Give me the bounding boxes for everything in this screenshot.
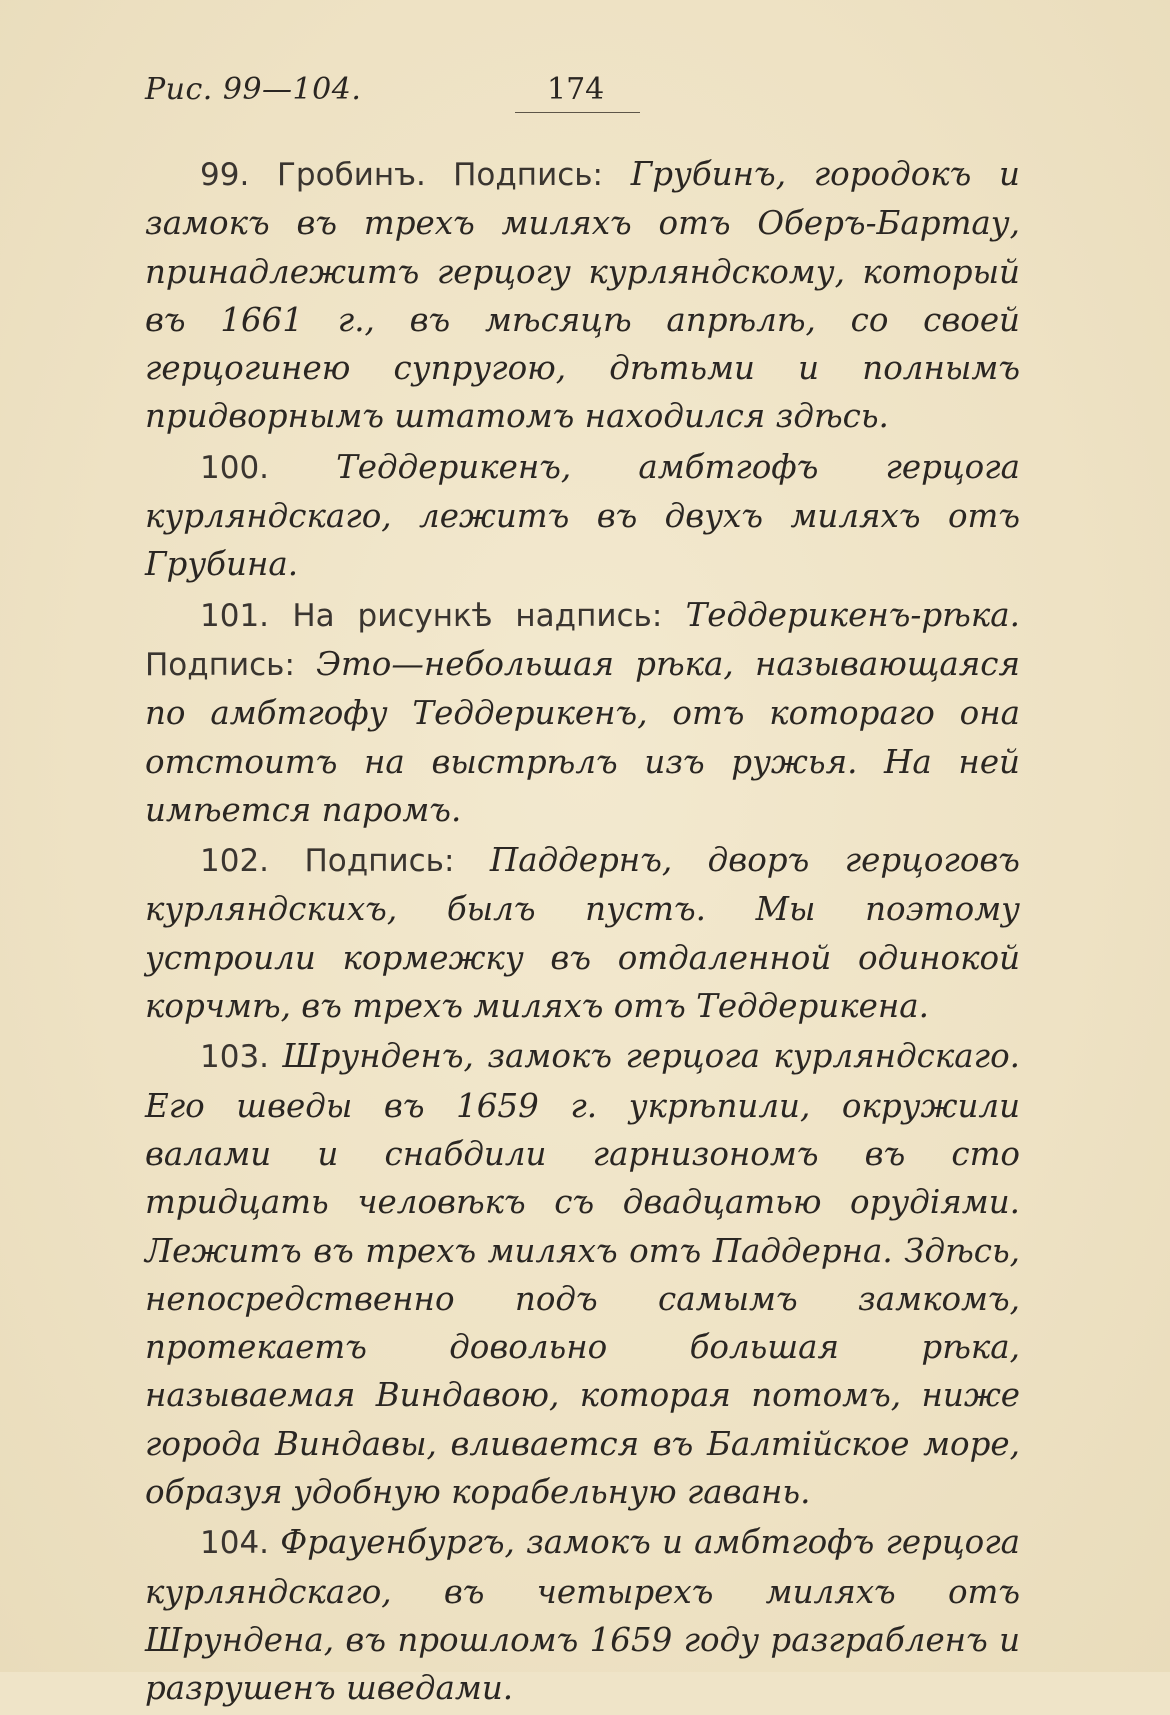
entry-100: [145, 443, 1020, 589]
entry-label: Гробинъ. Подпись:: [277, 157, 603, 193]
entry-101: [145, 591, 1020, 834]
entry-caption: Фрауенбургъ, замокъ и амбтгофъ герцога курляндскаго, въ четырехъ миляхъ отъ Шрундена, въ прошломъ 1659 году разграбленъ и разрушенъ шведами.: [145, 1523, 1020, 1708]
entry-number: 100.: [200, 449, 270, 486]
entry-number: 102.: [200, 843, 270, 880]
entry-number: 99.: [200, 157, 250, 193]
entry-label: Подпись:: [304, 843, 455, 880]
entry-caption: Шрунденъ, замокъ герцога курляндскаго. Его шведы въ 1659 г. укрѣпили, окружили валами и снабдили гарнизономъ въ сто тридцать человѣкъ съ двадцатью орудіями. Лежитъ въ трехъ миляхъ отъ Паддерна. Здѣсь, непосредственно подъ самымъ замкомъ, протекаетъ довольно большая рѣка, называемая Виндавою, которая потомъ, ниже города Виндавы, вливается въ Балтійское море, образуя удобную корабельную гавань.: [145, 1037, 1020, 1512]
entry-caption: Грубинъ, городокъ и замокъ въ трехъ миляхъ отъ Оберъ-Бартау, принадлежитъ герцогу курляндскому, который въ 1661 г., въ мѣсяцѣ апрѣлѣ, со своей герцогинею супругою, дѣтьми и полнымъ придворнымъ штатомъ находился здѣсь.: [145, 155, 1020, 436]
entry-caption: Теддерикенъ, амбтгофъ герцога курляндскаго, лежитъ въ двухъ миляхъ отъ Грубина.: [145, 447, 1020, 584]
entry-number: 103.: [200, 1039, 270, 1076]
entry-number: 104.: [200, 1525, 270, 1562]
entry-number: 101.: [200, 597, 270, 634]
running-head: [145, 64, 1020, 108]
header-rule: [515, 112, 640, 113]
page-number: 174: [547, 72, 605, 107]
entry-caption: Это—небольшая рѣка, называющаяся по амбтгофу Теддерикенъ, отъ котораго она отстоитъ на выстрѣлъ изъ ружья. На ней имѣется паромъ.: [145, 644, 1020, 829]
figure-range: Рис. 99—104.: [145, 72, 362, 107]
entry-102: [145, 836, 1020, 1030]
entry-103: [145, 1032, 1020, 1516]
entry-caption: Паддернъ, дворъ герцоговъ курляндскихъ, былъ пустъ. Мы поэтому устроили кормежку въ отдаленной одинокой корчмѣ, въ трехъ миляхъ отъ Теддерикена.: [145, 841, 1020, 1026]
body-text: [145, 150, 1020, 1715]
entry-inscription: Теддерикенъ-рѣка.: [685, 595, 1020, 634]
entry-label: На рисункѣ надпись:: [292, 597, 663, 634]
entry-99: [145, 150, 1020, 441]
entry-104: [145, 1518, 1020, 1712]
entry-label-2: Подпись:: [145, 646, 295, 683]
